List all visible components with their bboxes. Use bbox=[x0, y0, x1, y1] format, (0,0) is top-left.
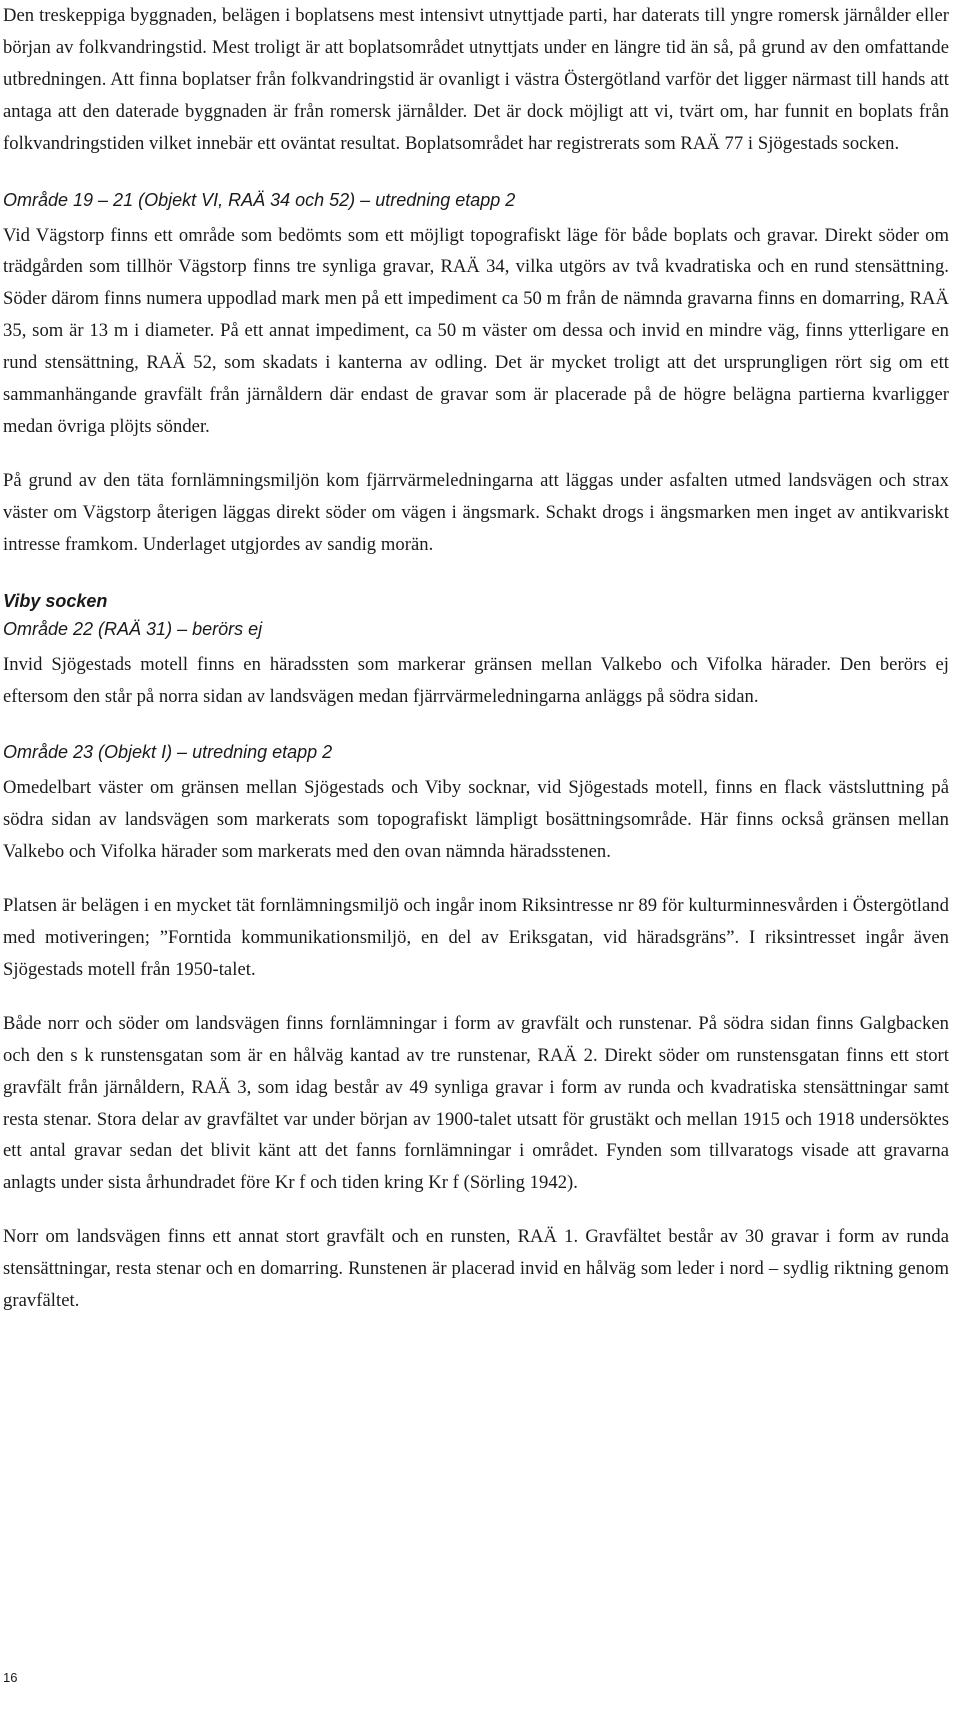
heading-omrade-22: Område 22 (RAÄ 31) – berörs ej bbox=[3, 618, 263, 639]
heading-omrade-19-21: Område 19 – 21 (Objekt VI, RAÄ 34 och 52) – utredning etapp 2 bbox=[3, 189, 516, 210]
paragraph-gravfalt-soder: Både norr och söder om landsvägen finns fornlämningar i form av gravfält och runstenar. På södra sidan finns Galgbacken och den s k runstensgatan som är en hålväg kantad av tre runstenar, RAÄ 2. Direkt söder om runstensgatan finns ett stort gravfält från järnåldern, RAÄ 3, som idag består av 49 synliga gravar i form av runda och kvadratiska stensättningar samt resta stenar. Stora delar av gravfältet var under början av 1900-talet utsatt för grustäkt och mellan 1915 och 1918 undersöktes ett antal gravar sedan det blivit känt att det fanns fornlämningar i området. Fynden som tillvaratogs visade att gravarna anlagts under sista århundradet före Kr f och tiden kring Kr f (Sörling 1942). bbox=[3, 1012, 949, 1194]
paragraph-riksintresse: Platsen är belägen i en mycket tät fornlämningsmiljö och ingår inom Riksintresse nr 89 för kulturminnesvården i Östergötland med motiveringen; ”Forntida kommunikationsmiljö, en del av Eriksgatan, vid häradsgräns”. I riksintresset ingår även Sjögestads motell från 1950-talet. bbox=[3, 895, 949, 980]
paragraph-boplats-datering: Den treskeppiga byggnaden, belägen i boplatsens mest intensivt utnyttjade parti, har daterats till yngre romersk järnålder eller början av folkvandringstid. Mest troligt är att boplatsområdet utnyttjats under en längre tid än så, på grund av den omfattande utbredningen. Att finna boplatser från folkvandringstid är ovanligt i västra Östergötland varför det ligger närmast till hands att antaga att den daterade byggnaden är från romersk järnålder. Det är dock möjligt att vi, tvärt om, har funnit en boplats från folkvandringstiden vilket innebär ett oväntat resultat. Boplatsområdet har registrerats som RAÄ 77 i Sjögestads socken. bbox=[3, 5, 949, 154]
page-number: 16 bbox=[3, 1670, 18, 1685]
paragraph-vastsluttning: Omedelbart väster om gränsen mellan Sjögestads och Viby socknar, vid Sjögestads motell, finns en flack västsluttning på södra sidan av landsvägen som markerats som topografiskt lämpligt bosättningsområde. Här finns också gränsen mellan Valkebo och Vifolka härader som markerats med den ovan nämnda häradsstenen. bbox=[3, 777, 949, 863]
paragraph-haradssten: Invid Sjögestads motell finns en häradssten som markerar gränsen mellan Valkebo och Vifolka härader. Den berörs ej eftersom den står på norra sidan av landsvägen medan fjärrvärmeledningarna anläggs på södra sidan. bbox=[3, 653, 949, 707]
paragraph-fjarrvarme: På grund av den täta fornlämningsmiljön kom fjärrvärmeledningarna att läggas under asfalten utmed landsvägen och strax väster om Vägstorp återigen läggas direkt söder om vägen i ängsmark. Schakt drogs i ängsmarken men inget av antikvariskt intresse framkom. Underlaget utgjordes av sandig morän. bbox=[3, 469, 949, 555]
paragraph-gravfalt-norr: Norr om landsvägen finns ett annat stort gravfält och en runsten, RAÄ 1. Gravfältet består av 30 gravar i form av runda stensättningar, resta stenar och en domarring. Runstenen är placerad invid en hålväg som leder i nord – sydlig riktning genom gravfältet. bbox=[3, 1226, 949, 1312]
spacer bbox=[3, 561, 949, 587]
spacer bbox=[3, 160, 949, 186]
spacer bbox=[3, 868, 949, 890]
paragraph-vagstorp: Vid Vägstorp finns ett område som bedömts som ett möjligt topografiskt läge för både boplats och gravar. Direkt söder om trädgården som tillhör Vägstorp finns tre synliga gravar, RAÄ 34, vilka utgörs av två kvadratiska och en rund stensättning. Söder därom finns numera uppodlad mark men på ett impediment ca 50 m från de nämnda gravarna finns en domarring, RAÄ 35, som är 13 m i diameter. På ett annat impediment, ca 50 m väster om dessa och invid en mindre väg, finns ytterligare en rund stensättning, RAÄ 52, som skadats i kanterna av odling. Det är mycket troligt att det ursprungligen rört sig om ett sammanhängande gravfält från järnåldern där endast de gravar som är placerade på de högre belägna partierna kvarligger medan övriga plöjts sönder. bbox=[3, 224, 949, 437]
spacer bbox=[3, 1199, 949, 1221]
spacer bbox=[3, 712, 949, 738]
spacer bbox=[3, 443, 949, 465]
spacer bbox=[3, 986, 949, 1008]
heading-viby-socken: Viby socken bbox=[3, 590, 108, 611]
heading-omrade-23: Område 23 (Objekt I) – utredning etapp 2 bbox=[3, 742, 333, 763]
